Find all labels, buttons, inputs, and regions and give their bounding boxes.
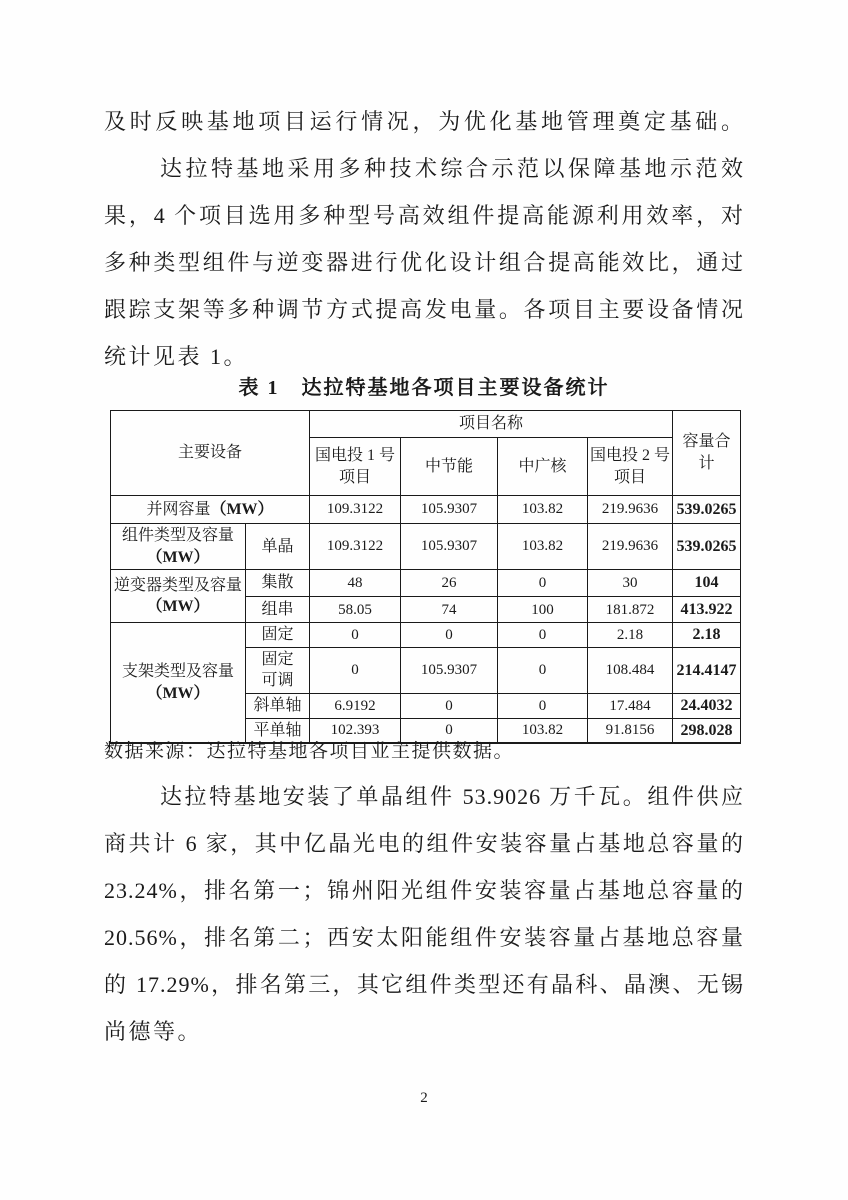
value-cell: 30 — [588, 570, 673, 597]
header-cell: 国电投 2 号 项目 — [588, 438, 673, 496]
value-cell: 26 — [401, 570, 498, 597]
table-row — [111, 524, 741, 570]
value-cell: 0 — [401, 718, 498, 743]
text-line: 20.56%，排名第二；西安太阳能组件安装容量占基地总容量 — [104, 925, 744, 950]
value-cell: 109.3122 — [310, 524, 401, 570]
header-cell: 项目名称 — [310, 411, 673, 438]
table-row — [111, 623, 741, 648]
label-cell: 逆变器类型及容量 （MW） — [111, 570, 246, 623]
unit-label: （MW） — [146, 598, 210, 616]
paragraph-2 — [104, 145, 744, 380]
value-cell: 0 — [310, 623, 401, 648]
label-cell: 平单轴 — [246, 718, 310, 743]
value-cell: 109.3122 — [310, 496, 401, 524]
value-cell: 103.82 — [498, 718, 588, 743]
header-cell: 国电投 1 号 项目 — [310, 438, 401, 496]
value-cell: 539.0265 — [673, 496, 741, 524]
header-cell: 主要设备 — [111, 411, 310, 496]
label-cell: 并网容量（MW） — [111, 496, 310, 524]
value-cell: 105.9307 — [401, 524, 498, 570]
value-cell: 100 — [498, 597, 588, 623]
table-row — [111, 496, 741, 524]
value-cell: 105.9307 — [401, 647, 498, 693]
paragraph-3 — [104, 773, 744, 1055]
value-cell: 219.9636 — [588, 496, 673, 524]
value-cell: 181.872 — [588, 597, 673, 623]
table-title: 表 1 达拉特基地各项目主要设备统计 — [238, 377, 610, 399]
value-cell: 0 — [401, 623, 498, 648]
equipment-table — [110, 410, 741, 744]
text-line: 跟踪支架等多种调节方式提高发电量。各项目主要设备情况 — [104, 297, 744, 322]
value-cell: 2.18 — [673, 623, 741, 648]
text-line: 果，4 个项目选用多种型号高效组件提高能源利用效率，对 — [104, 203, 744, 228]
text-line: 商共计 6 家，其中亿晶光电的组件安装容量占基地总容量的 — [104, 831, 744, 856]
value-cell: 413.922 — [673, 597, 741, 623]
value-cell: 0 — [310, 647, 401, 693]
value-cell: 102.393 — [310, 718, 401, 743]
value-cell: 539.0265 — [673, 524, 741, 570]
text-line: 多种类型组件与逆变器进行优化设计组合提高能效比，通过 — [104, 250, 744, 275]
label-cell: 单晶 — [246, 524, 310, 570]
value-cell: 219.9636 — [588, 524, 673, 570]
table-row — [111, 411, 741, 438]
value-cell: 74 — [401, 597, 498, 623]
table-row — [111, 570, 741, 597]
header-cell: 容量合计 — [673, 411, 741, 496]
value-cell: 6.9192 — [310, 693, 401, 718]
value-cell: 298.028 — [673, 718, 741, 743]
text-line: 的 17.29%，排名第三，其它组件类型还有晶科、晶澳、无锡 — [104, 972, 744, 997]
value-cell: 58.05 — [310, 597, 401, 623]
value-cell: 0 — [498, 647, 588, 693]
text-line: 尚德等。 — [104, 1019, 203, 1044]
value-cell: 24.4032 — [673, 693, 741, 718]
text-line: 达拉特基地安装了单晶组件 53.9026 万千瓦。组件供应 — [160, 784, 744, 809]
value-cell: 0 — [498, 623, 588, 648]
value-cell: 105.9307 — [401, 496, 498, 524]
label-cell: 固定 可调 — [246, 647, 310, 693]
text-line: 达拉特基地采用多种技术综合示范以保障基地示范效 — [160, 156, 744, 181]
text-line: 23.24%，排名第一；锦州阳光组件安装容量占基地总容量的 — [104, 878, 744, 903]
value-cell: 108.484 — [588, 647, 673, 693]
value-cell: 2.18 — [588, 623, 673, 648]
unit-label: （MW） — [146, 548, 210, 566]
value-cell: 104 — [673, 570, 741, 597]
label-cell: 支架类型及容量 （MW） — [111, 623, 246, 743]
table-source-note: 数据来源：达拉特基地各项目业主提供数据。 — [104, 741, 515, 762]
unit-label: （MW） — [146, 684, 210, 702]
text-line: 统计见表 1。 — [104, 344, 249, 369]
value-cell: 103.82 — [498, 524, 588, 570]
value-cell: 0 — [498, 570, 588, 597]
value-cell: 0 — [498, 693, 588, 718]
value-cell: 91.8156 — [588, 718, 673, 743]
label-cell: 固定 — [246, 623, 310, 648]
value-cell: 0 — [401, 693, 498, 718]
header-cell: 中节能 — [401, 438, 498, 496]
unit-label: （MW） — [210, 500, 274, 518]
value-cell: 214.4147 — [673, 647, 741, 693]
value-cell: 17.484 — [588, 693, 673, 718]
value-cell: 103.82 — [498, 496, 588, 524]
value-cell: 48 — [310, 570, 401, 597]
label-cell: 斜单轴 — [246, 693, 310, 718]
page-number: 2 — [420, 1090, 428, 1106]
label-cell: 组串 — [246, 597, 310, 623]
text-line: 及时反映基地项目运行情况，为优化基地管理奠定基础。 — [104, 109, 744, 134]
header-cell: 中广核 — [498, 438, 588, 496]
label-cell: 组件类型及容量 （MW） — [111, 524, 246, 570]
label-cell: 集散 — [246, 570, 310, 597]
paragraph-1 — [104, 98, 744, 145]
